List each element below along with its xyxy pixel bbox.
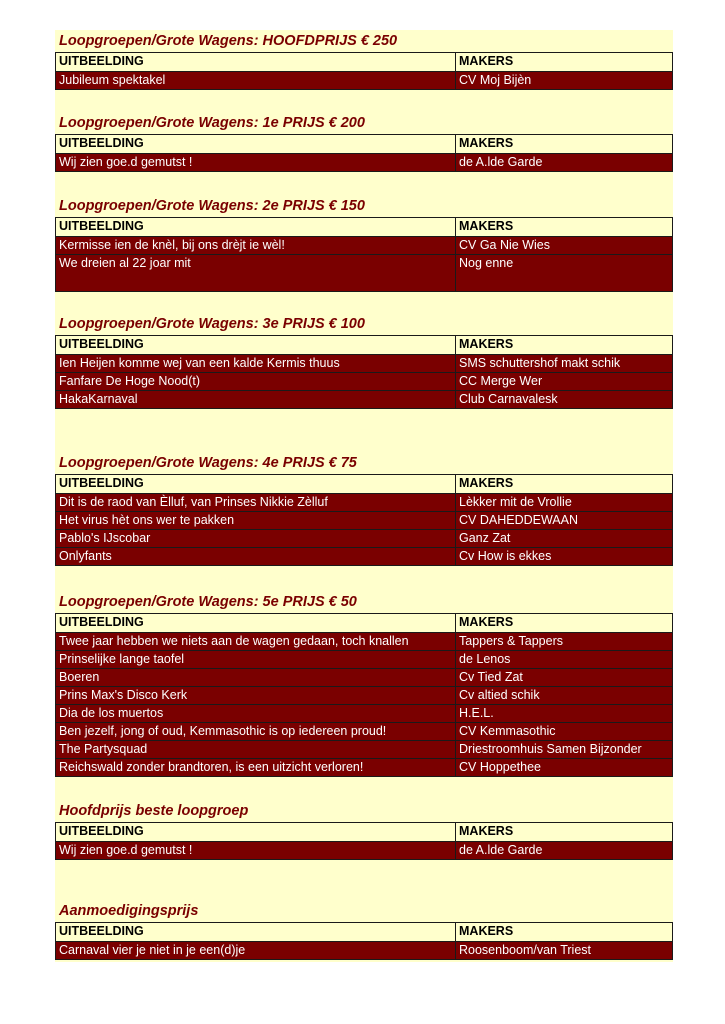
uitbeelding-cell: Dit is de raod van Èlluf, van Prinses Nikkie Zèlluf xyxy=(56,494,456,511)
column-header-uitbeelding: UITBEELDING xyxy=(56,135,456,153)
makers-cell: Cv altied schik xyxy=(456,687,672,704)
table-row xyxy=(56,390,672,408)
makers-cell: H.E.L. xyxy=(456,705,672,722)
prize-table xyxy=(55,52,673,90)
makers-cell: Driestroomhuis Samen Bijzonder xyxy=(456,741,672,758)
prize-table xyxy=(55,822,673,860)
column-header-makers: MAKERS xyxy=(456,923,672,941)
uitbeelding-cell: Dia de los muertos xyxy=(56,705,456,722)
makers-cell: CV DAHEDDEWAAN xyxy=(456,512,672,529)
prize-section-aanmoedigingsprijs xyxy=(55,901,673,960)
makers-cell: Roosenboom/van Triest xyxy=(456,942,672,959)
prize-table xyxy=(55,474,673,566)
makers-cell: SMS schuttershof makt schik xyxy=(456,355,672,372)
column-header-uitbeelding: UITBEELDING xyxy=(56,475,456,493)
table-row xyxy=(56,686,672,704)
table-row xyxy=(56,372,672,390)
uitbeelding-cell: Ien Heijen komme wej van een kalde Kermis thuus xyxy=(56,355,456,372)
makers-cell: Club Carnavalesk xyxy=(456,391,672,408)
makers-cell: Ganz Zat xyxy=(456,530,672,547)
table-row xyxy=(56,941,672,959)
column-header-makers: MAKERS xyxy=(456,823,672,841)
makers-cell: Lèkker mit de Vrollie xyxy=(456,494,672,511)
makers-cell: de Lenos xyxy=(456,651,672,668)
uitbeelding-cell: Carnaval vier je niet in je een(d)je xyxy=(56,942,456,959)
uitbeelding-cell: HakaKarnaval xyxy=(56,391,456,408)
column-header-uitbeelding: UITBEELDING xyxy=(56,614,456,632)
table-row xyxy=(56,841,672,859)
prize-table xyxy=(55,217,673,292)
column-header-makers: MAKERS xyxy=(456,53,672,71)
uitbeelding-cell: Kermisse ien de knèl, bij ons drèjt ie wèl! xyxy=(56,237,456,254)
table-row xyxy=(56,493,672,511)
prize-table xyxy=(55,922,673,960)
table-row xyxy=(56,354,672,372)
column-header-uitbeelding: UITBEELDING xyxy=(56,218,456,236)
column-header-makers: MAKERS xyxy=(456,336,672,354)
makers-cell: CV Hoppethee xyxy=(456,759,672,776)
table-header-row xyxy=(56,823,672,841)
table-row xyxy=(56,511,672,529)
makers-cell: Cv How is ekkes xyxy=(456,548,672,565)
table-header-row xyxy=(56,53,672,71)
uitbeelding-cell: Wij zien goe.d gemutst ! xyxy=(56,842,456,859)
section-title: Hoofdprijs beste loopgroep xyxy=(59,803,249,819)
makers-cell: de A.lde Garde xyxy=(456,842,672,859)
table-row xyxy=(56,740,672,758)
table-header-row xyxy=(56,475,672,493)
table-header-row xyxy=(56,614,672,632)
makers-cell: CC Merge Wer xyxy=(456,373,672,390)
table-row xyxy=(56,236,672,254)
table-row xyxy=(56,547,672,565)
makers-cell: de A.lde Garde xyxy=(456,154,672,171)
uitbeelding-cell: Fanfare De Hoge Nood(t) xyxy=(56,373,456,390)
column-header-makers: MAKERS xyxy=(456,614,672,632)
prize-table xyxy=(55,613,673,777)
column-header-uitbeelding: UITBEELDING xyxy=(56,923,456,941)
table-row xyxy=(56,254,672,291)
table-row xyxy=(56,758,672,776)
table-row xyxy=(56,529,672,547)
column-header-uitbeelding: UITBEELDING xyxy=(56,336,456,354)
prize-section-5e-prijs xyxy=(55,592,673,777)
makers-cell: CV Moj Bijèn xyxy=(456,72,672,89)
table-header-row xyxy=(56,135,672,153)
section-title: Loopgroepen/Grote Wagens: 5e PRIJS € 50 xyxy=(59,594,357,610)
column-header-uitbeelding: UITBEELDING xyxy=(56,823,456,841)
uitbeelding-cell: Ben jezelf, jong of oud, Kemmasothic is op iedereen proud! xyxy=(56,723,456,740)
table-row xyxy=(56,668,672,686)
column-header-makers: MAKERS xyxy=(456,218,672,236)
prize-table xyxy=(55,134,673,172)
uitbeelding-cell: Prins Max's Disco Kerk xyxy=(56,687,456,704)
table-row xyxy=(56,650,672,668)
table-row xyxy=(56,71,672,89)
uitbeelding-cell: Onlyfants xyxy=(56,548,456,565)
table-header-row xyxy=(56,923,672,941)
table-header-row xyxy=(56,218,672,236)
table-header-row xyxy=(56,336,672,354)
table-row xyxy=(56,722,672,740)
column-header-uitbeelding: UITBEELDING xyxy=(56,53,456,71)
section-title: Loopgroepen/Grote Wagens: 2e PRIJS € 150 xyxy=(59,198,365,214)
makers-cell: Nog enne xyxy=(456,255,672,291)
makers-cell: Tappers & Tappers xyxy=(456,633,672,650)
section-title: Aanmoedigingsprijs xyxy=(59,903,199,919)
table-row xyxy=(56,704,672,722)
uitbeelding-cell: Wij zien goe.d gemutst ! xyxy=(56,154,456,171)
prize-section-beste-loopgroep xyxy=(55,801,673,860)
uitbeelding-cell: Boeren xyxy=(56,669,456,686)
makers-cell: CV Kemmasothic xyxy=(456,723,672,740)
prize-section-1e-prijs xyxy=(55,113,673,172)
uitbeelding-cell: Pablo's IJscobar xyxy=(56,530,456,547)
uitbeelding-cell: Het virus hèt ons wer te pakken xyxy=(56,512,456,529)
makers-cell: Cv Tied Zat xyxy=(456,669,672,686)
prize-section-3e-prijs xyxy=(55,314,673,409)
uitbeelding-cell: Prinselijke lange taofel xyxy=(56,651,456,668)
section-title: Loopgroepen/Grote Wagens: 1e PRIJS € 200 xyxy=(59,115,365,131)
uitbeelding-cell: We dreien al 22 joar mit xyxy=(56,255,456,291)
table-row xyxy=(56,632,672,650)
uitbeelding-cell: Twee jaar hebben we niets aan de wagen gedaan, toch knallen xyxy=(56,633,456,650)
uitbeelding-cell: The Partysquad xyxy=(56,741,456,758)
prize-table xyxy=(55,335,673,409)
section-title: Loopgroepen/Grote Wagens: HOOFDPRIJS € 250 xyxy=(59,33,398,49)
prize-section-2e-prijs xyxy=(55,196,673,292)
table-row xyxy=(56,153,672,171)
prize-section-hoofdprijs xyxy=(55,31,673,90)
section-title: Loopgroepen/Grote Wagens: 4e PRIJS € 75 xyxy=(59,455,357,471)
prize-section-4e-prijs xyxy=(55,453,673,566)
uitbeelding-cell: Jubileum spektakel xyxy=(56,72,456,89)
column-header-makers: MAKERS xyxy=(456,475,672,493)
section-title: Loopgroepen/Grote Wagens: 3e PRIJS € 100 xyxy=(59,316,365,332)
uitbeelding-cell: Reichswald zonder brandtoren, is een uitzicht verloren! xyxy=(56,759,456,776)
makers-cell: CV Ga Nie Wies xyxy=(456,237,672,254)
column-header-makers: MAKERS xyxy=(456,135,672,153)
